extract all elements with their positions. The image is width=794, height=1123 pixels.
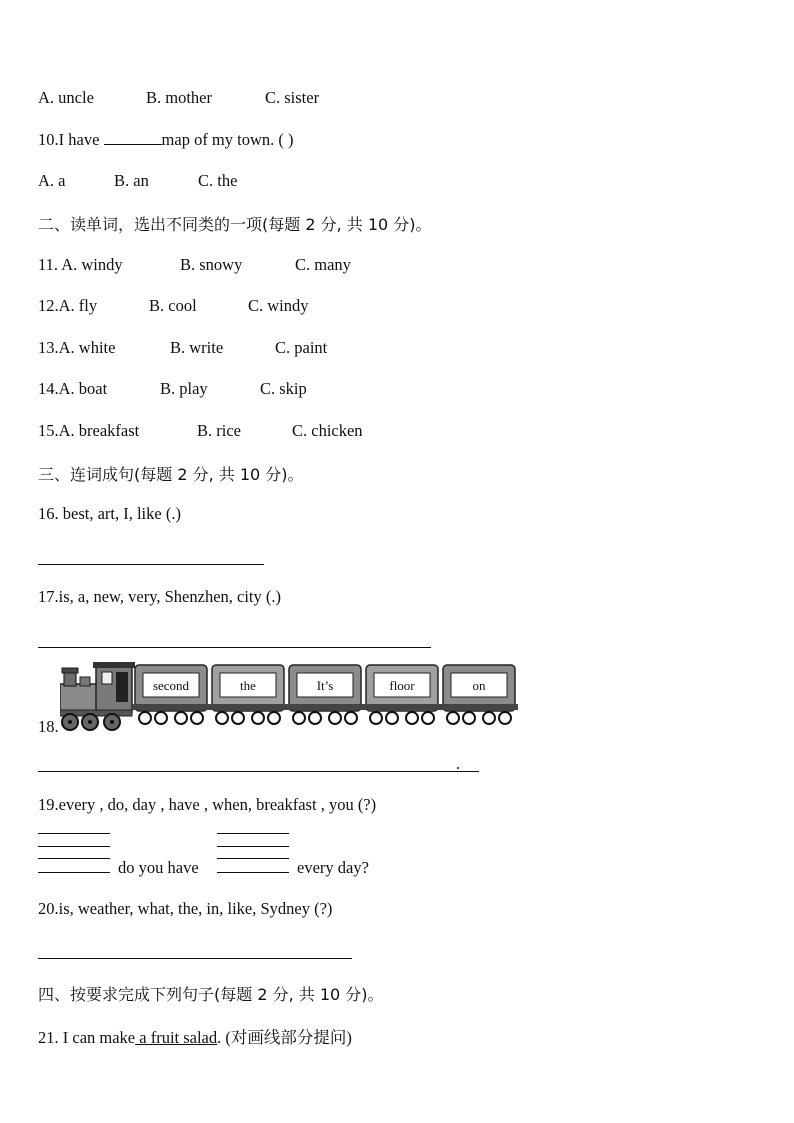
train-car-1: [132, 665, 210, 724]
q17-answer-line[interactable]: [38, 647, 431, 648]
q21-underlined-text: a fruit salad: [135, 1028, 218, 1047]
q19-blank-line[interactable]: [38, 858, 110, 859]
q14-option-c: C. skip: [260, 379, 307, 398]
section-4-title: 四、按要求完成下列句子(每题 2 分, 共 10 分)。: [38, 985, 384, 1004]
train-word-3: It’s: [316, 678, 334, 693]
train-car-4: [363, 665, 441, 724]
question-17: 17.is, a, new, very, Shenzhen, city (.): [38, 587, 281, 606]
section-2-title: 二、读单词，选出不同类的一项(每题 2 分, 共 10 分)。: [38, 215, 432, 234]
q12-option-b: B. cool: [149, 296, 197, 315]
train-word-5: on: [472, 678, 486, 693]
train-word-2: the: [240, 678, 256, 693]
q19-blank-line[interactable]: [38, 833, 110, 834]
train-word-4: floor: [389, 678, 415, 693]
q19-blank-line[interactable]: [217, 858, 289, 859]
q19-blank-line[interactable]: [38, 846, 110, 847]
q13-option-b: B. write: [170, 338, 224, 357]
q11-option-b: B. snowy: [180, 255, 243, 274]
q10-option-b: B. an: [114, 171, 149, 190]
question-10: [38, 130, 294, 150]
question-19: 19.every , do, day , have , when, breakfast , you (?): [38, 795, 377, 814]
train-car-5: [440, 665, 518, 724]
q15-option-a: 15.A. breakfast: [38, 421, 140, 440]
q18-period: .: [456, 754, 461, 773]
train-word-1: second: [152, 678, 190, 693]
q14-option-a: 14.A. boat: [38, 379, 108, 398]
q9-option-a: A. uncle: [38, 88, 94, 107]
q10-text-post: map of my town. ( ): [161, 130, 294, 149]
question-20: 20.is, weather, what, the, in, like, Sydney (?): [38, 899, 333, 918]
q13-option-a: 13.A. white: [38, 338, 116, 357]
q10-option-c: C. the: [198, 171, 238, 190]
q10-option-a: A. a: [38, 171, 66, 190]
question-21: [38, 1024, 352, 1048]
q16-answer-line[interactable]: [38, 564, 264, 565]
q15-option-b: B. rice: [197, 421, 241, 440]
q9-option-b: B. mother: [146, 88, 212, 107]
q10-text-pre: 10.I have: [38, 130, 104, 149]
question-16: 16. best, art, I, like (.): [38, 504, 181, 523]
q20-answer-line[interactable]: [38, 958, 352, 959]
q19-blank-line[interactable]: [217, 833, 289, 834]
train-car-3: [286, 665, 364, 724]
q13-option-c: C. paint: [275, 338, 328, 357]
q18-number: 18.: [38, 717, 59, 736]
q19-blank-line[interactable]: [217, 846, 289, 847]
q19-middle-text: do you have: [118, 858, 199, 877]
train-illustration: [60, 662, 520, 732]
q9-option-c: C. sister: [265, 88, 320, 107]
train-car-2: [209, 665, 287, 724]
locomotive-icon: [60, 662, 135, 730]
q19-blank-line[interactable]: [38, 872, 110, 873]
q14-option-b: B. play: [160, 379, 208, 398]
q15-option-c: C. chicken: [292, 421, 363, 440]
q10-blank: [104, 130, 162, 145]
q19-end-text: every day?: [297, 858, 369, 877]
q21-text-post: . (对画线部分提问): [217, 1028, 352, 1047]
q12-option-c: C. windy: [248, 296, 309, 315]
q11-option-a: 11. A. windy: [38, 255, 123, 274]
q12-option-a: 12.A. fly: [38, 296, 98, 315]
q21-text-pre: 21. I can make: [38, 1028, 136, 1047]
q19-blank-line[interactable]: [217, 872, 289, 873]
q11-option-c: C. many: [295, 255, 351, 274]
section-3-title: 三、连词成句(每题 2 分, 共 10 分)。: [38, 465, 304, 484]
q18-answer-line[interactable]: [38, 771, 479, 772]
